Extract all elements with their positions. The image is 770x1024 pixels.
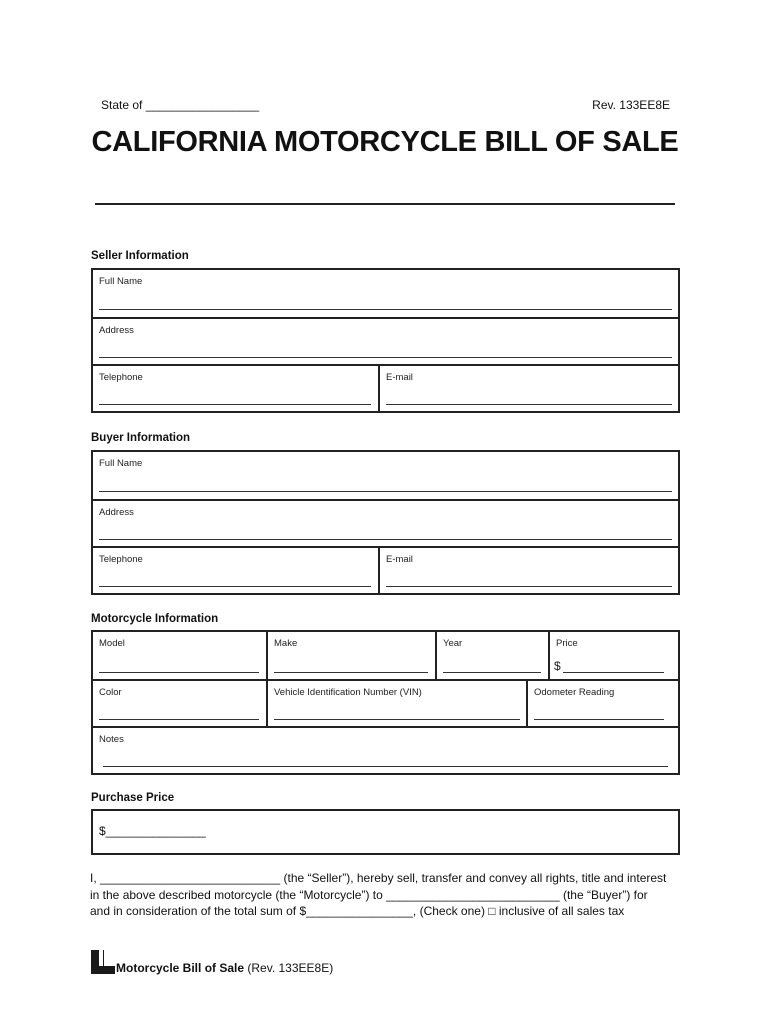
year-cell[interactable] — [437, 632, 547, 679]
color-line[interactable] — [99, 719, 259, 720]
buyer-full-name-cell[interactable] — [93, 452, 678, 499]
buyer-email-cell[interactable] — [380, 548, 678, 593]
purchase-price-box[interactable] — [91, 809, 680, 855]
legal-templates-logo-icon — [91, 950, 115, 974]
seller-telephone-line[interactable] — [99, 404, 371, 405]
buyer-address-label: Address — [99, 507, 134, 518]
title-divider — [95, 203, 675, 205]
buyer-telephone-line[interactable] — [99, 586, 371, 587]
seller-address-line[interactable] — [99, 357, 672, 358]
revision-label: Rev. 133EE8E — [592, 98, 670, 112]
buyer-telephone-cell[interactable] — [93, 548, 377, 593]
seller-telephone-label: Telephone — [99, 372, 143, 383]
make-cell[interactable] — [268, 632, 434, 679]
agreement-paragraph — [90, 870, 690, 920]
buyer-telephone-label: Telephone — [99, 554, 143, 565]
agreement-line-2[interactable]: in the above described motorcycle (the “Motorcycle”) to __________________________ (the “Buyer”) for — [90, 887, 648, 902]
buyer-full-name-label: Full Name — [99, 458, 143, 469]
year-line[interactable] — [443, 672, 541, 673]
seller-email-line[interactable] — [386, 404, 672, 405]
color-label: Color — [99, 687, 122, 698]
buyer-email-line[interactable] — [386, 586, 672, 587]
buyer-email-label: E-mail — [386, 554, 413, 565]
seller-address-label: Address — [99, 325, 134, 336]
motorcycle-form — [91, 630, 680, 775]
agreement-line-1[interactable]: I, ___________________________ (the “Seller”), hereby sell, transfer and convey all rights, title and interest — [90, 871, 667, 885]
make-label: Make — [274, 638, 298, 649]
seller-address-cell[interactable] — [93, 319, 678, 364]
price-line[interactable] — [563, 672, 664, 673]
buyer-full-name-line[interactable] — [99, 491, 672, 492]
footer-text — [116, 961, 333, 975]
vin-line[interactable] — [274, 719, 520, 720]
buyer-address-cell[interactable] — [93, 501, 678, 546]
price-label: Price — [556, 638, 578, 649]
vin-cell[interactable] — [268, 681, 526, 726]
seller-email-cell[interactable] — [380, 366, 678, 411]
model-label: Model — [99, 638, 125, 649]
seller-section-title: Seller Information — [91, 250, 189, 262]
vin-label: Vehicle Identification Number (VIN) — [274, 687, 422, 698]
motorcycle-section-title: Motorcycle Information — [91, 613, 219, 625]
buyer-form — [91, 450, 680, 595]
seller-email-label: E-mail — [386, 372, 413, 383]
price-cell[interactable] — [550, 632, 678, 679]
make-line[interactable] — [274, 672, 428, 673]
odometer-label: Odometer Reading — [534, 687, 615, 698]
footer-doc-name: Motorcycle Bill of Sale — [116, 961, 245, 975]
purchase-section-title: Purchase Price — [91, 792, 175, 804]
seller-full-name-label: Full Name — [99, 276, 143, 287]
buyer-section-title: Buyer Information — [91, 432, 191, 444]
color-cell[interactable] — [93, 681, 265, 726]
seller-full-name-line[interactable] — [99, 309, 672, 310]
model-line[interactable] — [99, 672, 259, 673]
price-dollar-sign: $ — [554, 659, 561, 673]
purchase-price-field[interactable]: $_______________ — [99, 824, 206, 838]
notes-cell[interactable] — [93, 728, 678, 773]
seller-form — [91, 268, 680, 413]
odometer-cell[interactable] — [528, 681, 678, 726]
document-title: CALIFORNIA MOTORCYCLE BILL OF SALE — [91, 126, 679, 158]
footer-revision: (Rev. 133EE8E) — [247, 961, 334, 975]
odometer-line[interactable] — [534, 719, 664, 720]
footer — [91, 950, 333, 974]
agreement-line-3[interactable]: and in consideration of the total sum of $________________, (Check one) □ inclusive of all sales tax — [90, 904, 625, 918]
model-cell[interactable] — [93, 632, 265, 679]
state-field[interactable]: State of _________________ — [101, 98, 260, 112]
buyer-address-line[interactable] — [99, 539, 672, 540]
seller-full-name-cell[interactable] — [93, 270, 678, 317]
notes-label: Notes — [99, 734, 124, 745]
notes-line[interactable] — [103, 766, 668, 767]
seller-telephone-cell[interactable] — [93, 366, 377, 411]
year-label: Year — [443, 638, 463, 649]
